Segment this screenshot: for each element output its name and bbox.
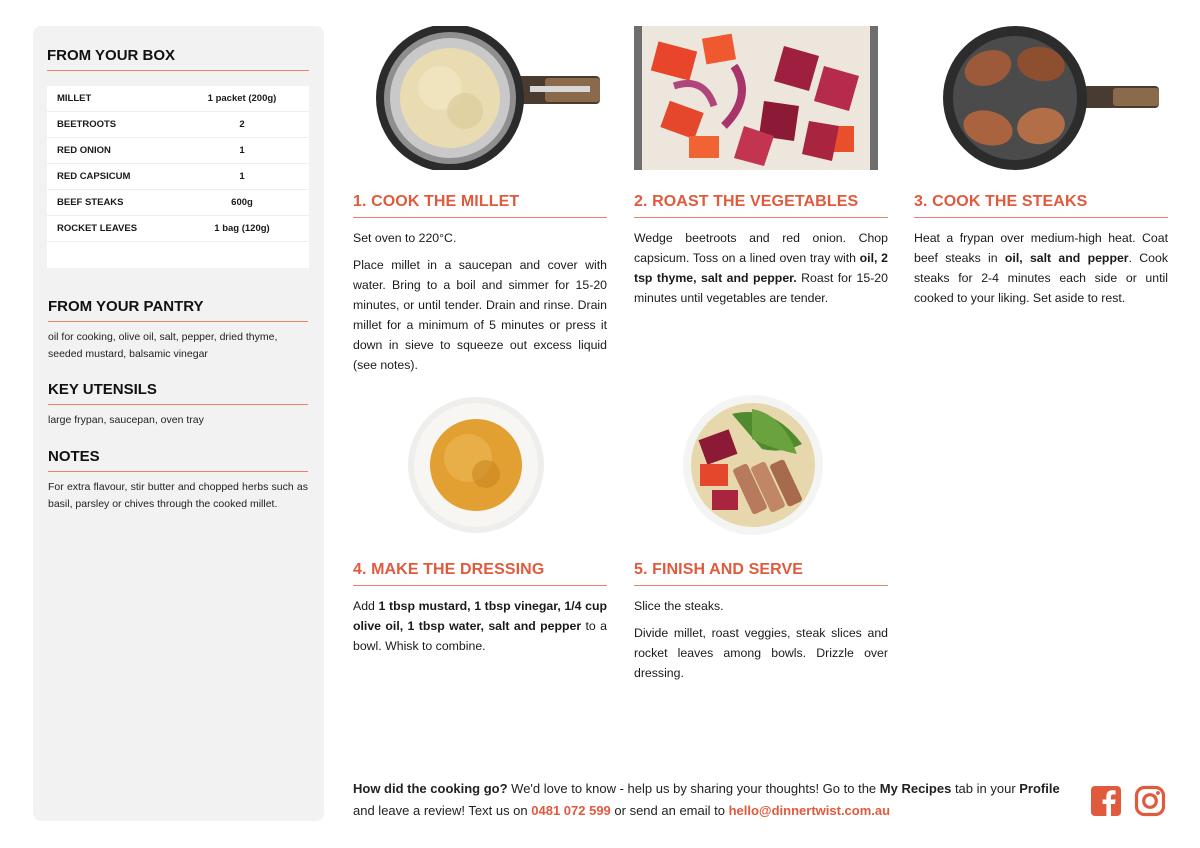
step-5-paragraph: Slice the steaks. [634,599,724,613]
ingredient-qty: 1 packet (200g) [207,93,277,104]
step-4 [353,561,607,663]
dressing-bowl-image [406,396,546,534]
step-2-body [634,228,888,308]
instagram-icon[interactable] [1134,785,1166,817]
notes-section [48,448,308,513]
ingredient-qty: 1 [239,171,245,182]
sidebar [33,26,324,821]
table-row [47,164,309,190]
ingredient-name: BEEF STEAKS [57,197,124,208]
step-2 [634,193,888,315]
table-row [47,112,309,138]
step-3-text: . Cook steaks for 2-4 minutes each side or until cooked to your liking. Set aside to rest. [914,251,1168,305]
step-3 [914,193,1168,315]
ingredients-table [47,86,309,268]
from-your-box-heading: FROM YOUR BOX [47,47,309,71]
step-4-title: 4. MAKE THE DRESSING [353,561,607,586]
millet-sieve-image [370,26,602,170]
step-5-body [634,596,888,683]
table-row [47,86,309,112]
pantry-text: oil for cooking, olive oil, salt, pepper, dried thyme, seeded mustard, balsamic vinegar [48,331,278,360]
step-4-text: Add [353,599,379,613]
ingredient-qty: 1 [239,145,245,156]
ingredient-qty: 600g [231,197,253,208]
ingredient-qty: 1 bag (120g) [214,223,270,234]
step-1-body [353,228,607,375]
step-1-title: 1. COOK THE MILLET [353,193,607,218]
phone-link[interactable]: 0481 072 599 [531,803,611,818]
step-4-text: to a bowl. Whisk to combine. [353,619,607,653]
steaks-frypan-image [943,26,1161,170]
roast-vegetables-image [634,26,878,170]
step-3-title: 3. COOK THE STEAKS [914,193,1168,218]
step-1-paragraph: Set oven to 220°C. [353,231,457,245]
step-1 [353,193,607,382]
utensils-text: large frypan, saucepan, oven tray [48,414,204,426]
pantry-section [48,298,308,363]
step-5 [634,561,888,690]
email-link[interactable]: hello@dinnertwist.com.au [728,803,891,818]
step-1-paragraph: Place millet in a saucepan and cover with water. Bring to a boil and simmer for 15-20 minutes, or until tender. Drain and rinse. Drain millet for a minimum of 5 minutes or press it down in sieve to squeeze out excess liquid (see notes). [353,258,607,372]
utensils-heading: KEY UTENSILS [48,381,308,405]
notes-text: For extra flavour, stir butter and chopped herbs such as basil, parsley or chives through the cooked millet. [48,481,308,510]
ingredient-name: MILLET [57,93,92,104]
table-row [47,190,309,216]
footer-text: and leave a review! Text us on [353,803,532,818]
my-recipes-label: My Recipes [879,781,952,796]
step-4-body [353,596,607,656]
ingredient-name: BEETROOTS [57,119,117,130]
profile-label: Profile [1019,781,1060,796]
feedback-footer [353,778,1078,822]
table-row [47,138,309,164]
utensils-section [48,381,308,429]
step-5-title: 5. FINISH AND SERVE [634,561,888,586]
pantry-heading: FROM YOUR PANTRY [48,298,308,322]
ingredient-name: RED CAPSICUM [57,171,131,182]
step-3-body [914,228,1168,308]
step-5-paragraph: Divide millet, roast veggies, steak slices and rocket leaves among bowls. Drizzle over dressing. [634,626,888,680]
step-2-title: 2. ROAST THE VEGETABLES [634,193,888,218]
ingredient-name: ROCKET LEAVES [57,223,138,234]
footer-question: How did the cooking go? [353,781,508,796]
step-4-bold-text: 1 tbsp mustard, 1 tbsp vinegar, 1/4 cup olive oil, 1 tbsp water, salt and pepper [353,599,608,633]
step-2-text: Wedge beetroots and red onion. Chop capsicum. Toss on a lined oven tray with [634,231,888,265]
footer-text: or send an email to [610,803,729,818]
ingredient-name: RED ONION [57,145,111,156]
ingredient-qty: 2 [239,119,245,130]
step-2-text: Roast for 15-20 minutes until vegetables are tender. [634,271,888,305]
table-row [47,216,309,242]
finished-plate-image [682,394,824,536]
footer-text: We'd love to know - help us by sharing your thoughts! Go to the [507,781,880,796]
notes-heading: NOTES [48,448,308,472]
step-2-bold-text: oil, 2 tsp thyme, salt and pepper. [634,251,888,285]
step-3-text: Heat a frypan over medium-high heat. Coat beef steaks in [914,231,1168,265]
step-3-bold-text: oil, salt and pepper [1004,251,1129,265]
footer-text: tab in your [951,781,1020,796]
facebook-icon[interactable] [1090,785,1122,817]
